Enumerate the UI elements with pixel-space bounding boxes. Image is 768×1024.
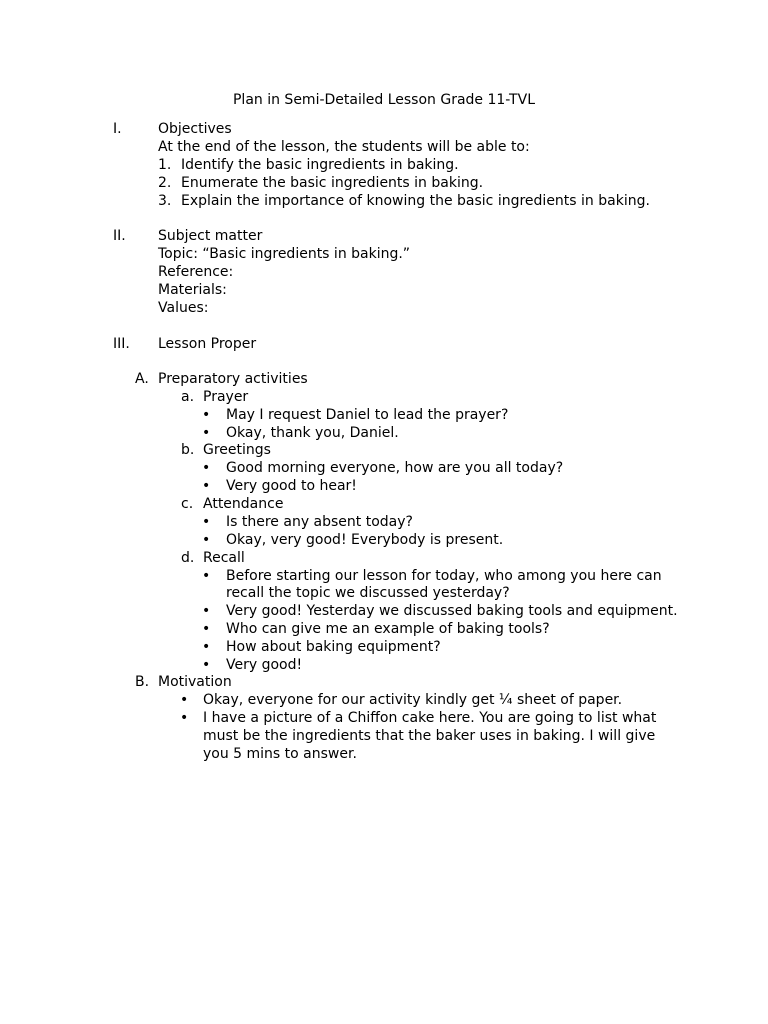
section-2-heading: Subject matter [158,228,263,244]
bullet-icon: • [202,621,211,637]
objective-text: Enumerate the basic ingredients in baking. [181,175,484,191]
section-3-heading: Lesson Proper [158,336,257,352]
bullet-text: Before starting our lesson for today, who among you here can [226,568,662,584]
sub-heading-recall: Recall [203,550,245,566]
bullet-text: Very good! Yesterday we discussed baking tools and equipment. [226,603,678,619]
sub-letter: d. [181,550,195,566]
bullet-text: Is there any absent today? [226,514,413,530]
sub-heading-attendance: Attendance [203,496,284,512]
bullet-icon: • [202,478,211,494]
section-1-numeral: I. [113,121,122,137]
bullet-icon: • [202,407,211,423]
sub-letter: a. [181,389,195,405]
part-a-heading: Preparatory activities [158,371,308,387]
part-b-letter: B. [135,674,150,690]
bullet-text: Who can give me an example of baking tools? [226,621,550,637]
bullet-icon: • [180,710,189,726]
bullet-text: Good morning everyone, how are you all today? [226,460,564,476]
sub-letter: b. [181,442,195,458]
objectives-intro: At the end of the lesson, the students will be able to: [158,139,530,155]
bullet-text: Okay, very good! Everybody is present. [226,532,504,548]
objective-text: Explain the importance of knowing the basic ingredients in baking. [181,193,650,209]
bullet-text: I have a picture of a Chiffon cake here. You are going to list what [203,710,657,726]
bullet-text: How about baking equipment? [226,639,441,655]
objective-number: 2. [158,175,172,191]
sub-heading-greetings: Greetings [203,442,271,458]
bullet-text: Very good to hear! [226,478,357,494]
bullet-icon: • [202,639,211,655]
bullet-text: Very good! [226,657,303,673]
bullet-text-continuation: recall the topic we discussed yesterday? [226,585,510,601]
bullet-text-continuation: you 5 mins to answer. [203,746,357,762]
bullet-icon: • [202,603,211,619]
bullet-text: Okay, thank you, Daniel. [226,425,399,441]
topic-line: Topic: “Basic ingredients in baking.” [158,246,411,262]
bullet-icon: • [180,692,189,708]
values-line: Values: [158,300,209,316]
section-3-numeral: III. [113,336,130,352]
part-a-letter: A. [135,371,149,387]
bullet-icon: • [202,532,211,548]
section-2-numeral: II. [113,228,126,244]
bullet-icon: • [202,568,211,584]
bullet-text-continuation: must be the ingredients that the baker uses in baking. I will give [203,728,656,744]
bullet-icon: • [202,425,211,441]
part-b-heading: Motivation [158,674,232,690]
objective-number: 3. [158,193,172,209]
sub-letter: c. [181,496,194,512]
sub-heading-prayer: Prayer [203,389,249,405]
reference-line: Reference: [158,264,234,280]
bullet-icon: • [202,514,211,530]
section-1-heading: Objectives [158,121,232,137]
bullet-text: Okay, everyone for our activity kindly get ¼ sheet of paper. [203,692,623,708]
document-title: Plan in Semi-Detailed Lesson Grade 11-TVL [232,92,535,108]
objective-number: 1. [158,157,172,173]
materials-line: Materials: [158,282,227,298]
bullet-icon: • [202,460,211,476]
bullet-text: May I request Daniel to lead the prayer? [226,407,509,423]
bullet-icon: • [202,657,211,673]
objective-text: Identify the basic ingredients in baking. [181,157,459,173]
